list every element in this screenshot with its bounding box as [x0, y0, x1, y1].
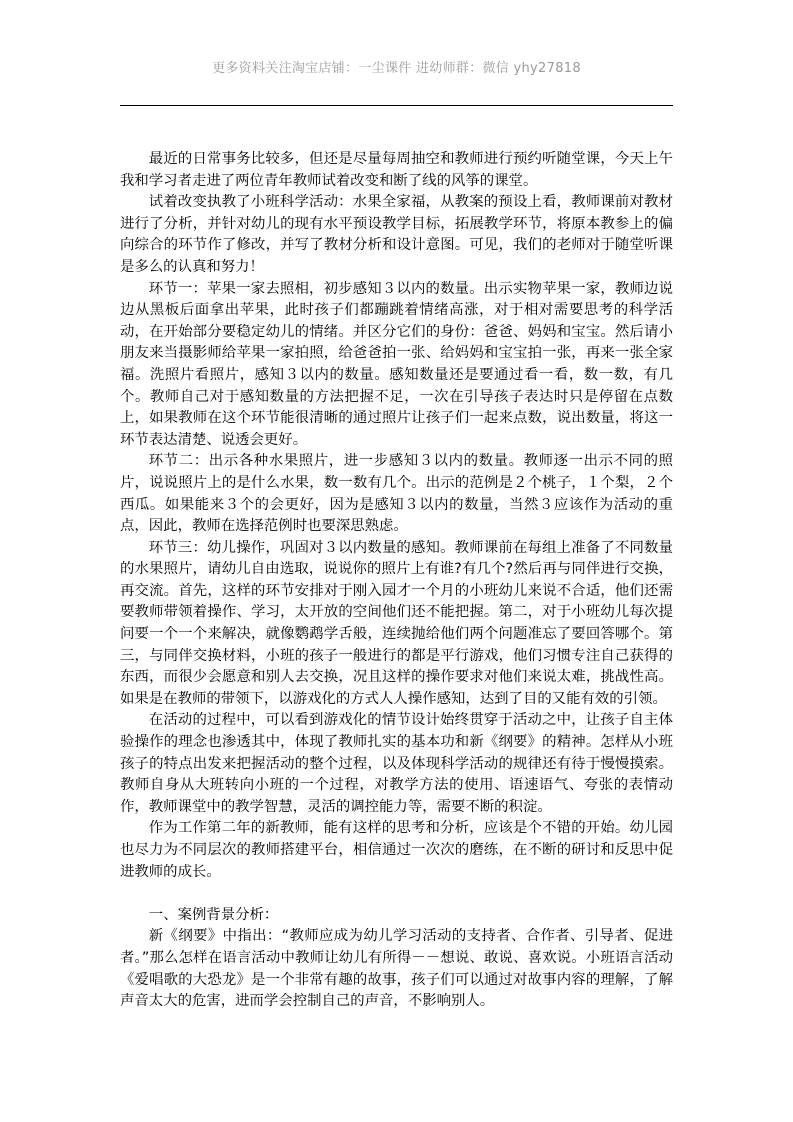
paragraph-step-one: 环节一：苹果一家去照相，初步感知３以内的数量。出示实物苹果一家，教师边说边从黑板后面拿出苹果，此时孩子们都蹦跳着情绪高涨，对于相对需要思考的科学活动，在开始部分要稳定幼儿的情绪。并区分它们的身份：爸爸、妈妈和宝宝。然后请小朋友来当摄影师给苹果一家拍照，给爸爸拍一张、给妈妈和宝宝拍一张，再来一张全家福。洗照片看照片，感知３以内的数量。感知数量还是要通过看一看，数一数，有几个。教师自己对于感知数量的方法把握不足，一次在引导孩子表达时只是停留在点数上，如果教师在这个环节能很清晰的通过照片让孩子们一起来点数，说出数量，将这一环节表达清楚、说透会更好。 — [120, 280, 673, 448]
section-heading: 一、案例背景分析： — [148, 906, 279, 923]
paragraph-background: 新《纲要》中指出：“教师应成为幼儿学习活动的支持者、合作者、引导者、促进者。”那么怎样在语言活动中教师让幼儿有所得－－想说、敢说、喜欢说。小班语言活动《爱唱歌的大恐龙》是一个非常有趣的故事，孩子们可以通过对故事内容的理解，了解声音太大的危害，进而学会控制自己的声音，不影响别人。 — [120, 928, 673, 1010]
page-header: 更多资料关注淘宝店铺：一尘课件 进幼师群：微信 yhy27818 — [212, 61, 581, 76]
paragraph-conclusion: 作为工作第二年的新教师，能有这样的思考和分析，应该是个不错的开始。幼儿园也尽力为不同层次的教师搭建平台，相信通过一次次的磨练，在不断的研讨和反思中促进教师的成长。 — [120, 820, 673, 880]
paragraph-process-review: 在活动的过程中，可以看到游戏化的情节设计始终贯穿于活动之中，让孩子自主体验操作的理念也渗透其中，体现了教师扎实的基本功和新《纲要》的精神。怎样从小班孩子的特点出发来把握活动的整个过程，以及体现科学活动的规律还有待于慢慢摸索。教师自身从大班转向小班的一个过程，对教学方法的使用、语速语气、夸张的表情动作，教师课堂中的教学智慧，灵活的调控能力等，需要不断的积淀。 — [120, 712, 673, 815]
paragraph-lesson-overview: 试着改变执教了小班科学活动：水果全家福，从教案的预设上看，教师课前对教材进行了分析，并针对幼儿的现有水平预设教学目标，拓展教学环节，将原本教参上的偏向综合的环节作了修改，并写了教材分析和设计意图。可见，我们的老师对于随堂听课是多么的认真和努力！ — [120, 194, 673, 275]
paragraph-spacer — [120, 883, 673, 905]
paragraph-step-two: 环节二：出示各种水果照片，进一步感知３以内的数量。教师逐一出示不同的照片，说说照片上的是什么水果，数一数有几个。出示的范例是２个桃子，１个梨，２个西瓜。如果能来３个的会更好，因为是感知３以内的数量，当然３应该作为活动的重点，因此，教师在选择范例时也要深思熟虑。 — [120, 453, 673, 535]
paragraph-step-three: 环节三：幼儿操作，巩固对３以内数量的感知。教师课前在每组上准备了不同数量的水果照片，请幼儿自由选取，说说你的照片上有谁?有几个?然后再与同伴进行交换，再交流。首先，这样的环节安排对于刚入园才一个月的小班幼儿来说不合适，他们还需要教师带领着操作、学习，太开放的空间他们还不能把握。第二，对于小班幼儿每次提问要一个一个来解决，就像鹦鹉学舌般，连续抛给他们两个问题准忘了要回答哪个。第三，与同伴交换材料，小班的孩子一般进行的都是平行游戏，他们习惯专注自己获得的东西，而很少会愿意和别人去交换，况且这样的操作要求对他们来说太难，挑战性高。如果是在教师的带领下，以游戏化的方式人人操作感知，达到了目的又能有效的引领。 — [120, 539, 673, 707]
document-body — [120, 149, 673, 1013]
header-divider — [120, 105, 673, 106]
paragraph-intro: 最近的日常事务比较多，但还是尽量每周抽空和教师进行预约听随堂课，今天上午我和学习者走进了两位青年教师试着改变和断了线的风筝的课堂。 — [120, 151, 673, 189]
